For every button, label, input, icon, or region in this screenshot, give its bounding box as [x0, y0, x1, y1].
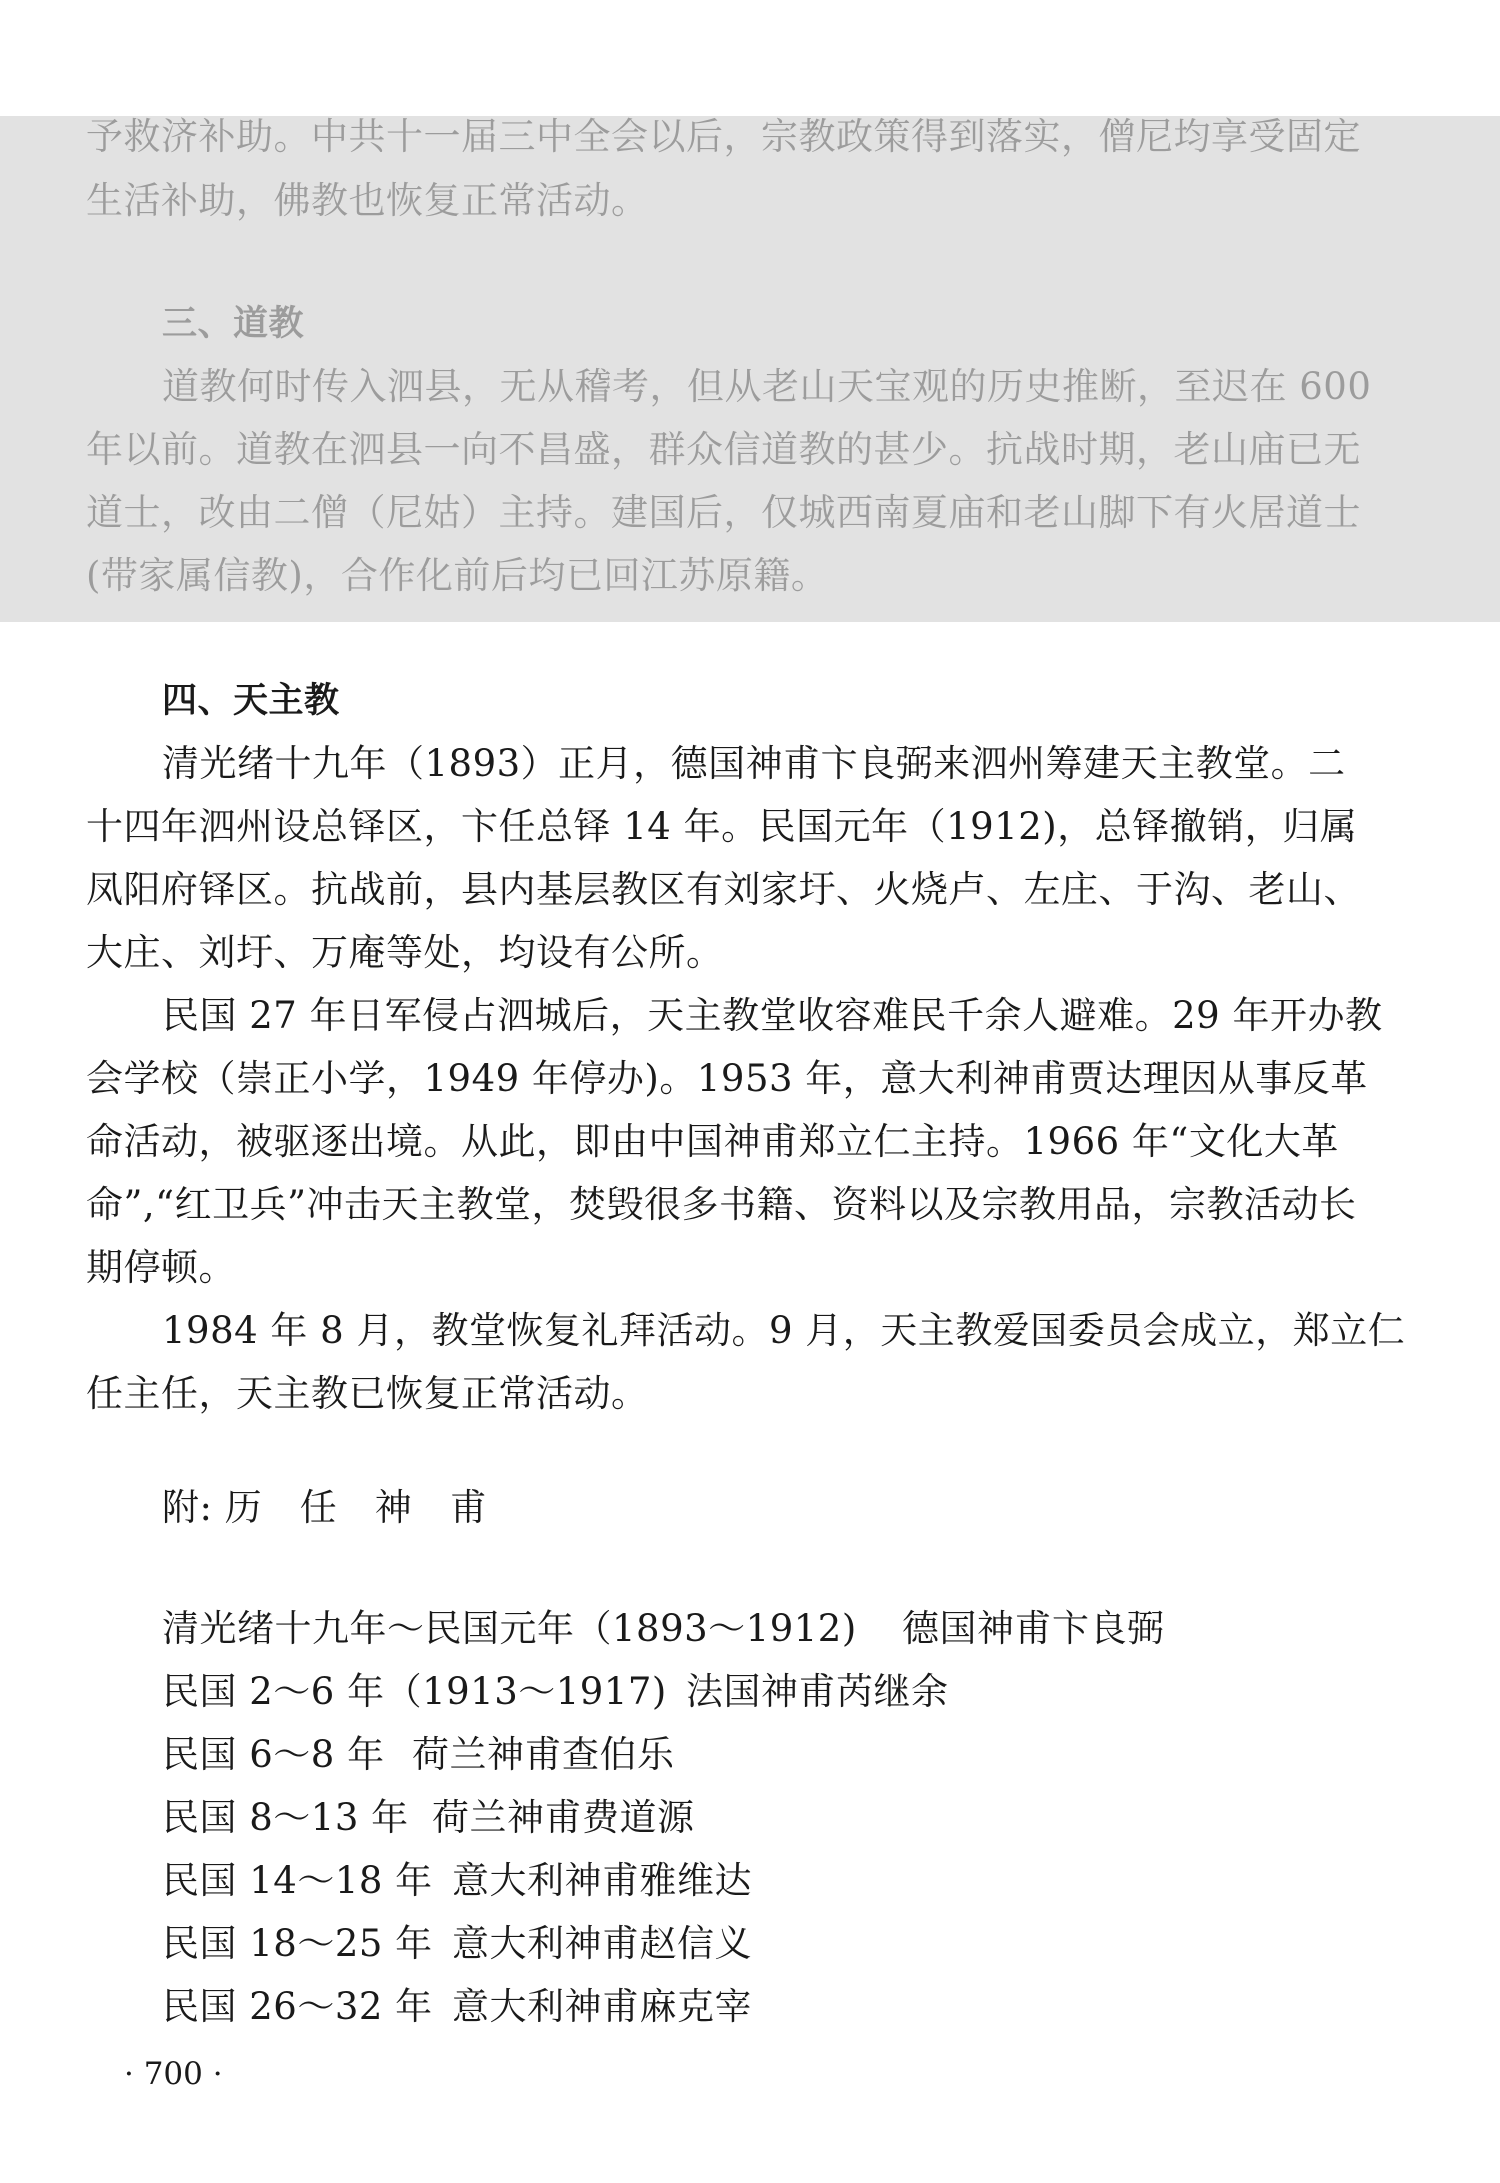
catholicism-text-line: 凤阳府铎区。抗战前，县内基层教区有刘家圩、火烧卢、左庄、于沟、老山、: [86, 868, 1361, 911]
priest-name: 意大利神甫麻克宰: [452, 1985, 752, 2028]
catholicism-text-line: 命活动，被驱逐出境。从此，即由中国神甫郑立仁主持。1966 年“文化大革: [86, 1120, 1339, 1163]
appendix-title: 附: 历 任 神 甫: [162, 1486, 488, 1529]
catholicism-text-line: 命”,“红卫兵”冲击天主教堂，焚毁很多书籍、资料以及宗教用品，宗教活动长: [86, 1183, 1357, 1226]
catholicism-heading: 四、天主教: [162, 681, 340, 721]
catholicism-text-line: 会学校（崇正小学，1949 年停办)。1953 年，意大利神甫贾达理因从事反革: [86, 1057, 1368, 1100]
taoism-text-line: (带家属信教)，合作化前后均已回江苏原籍。: [86, 554, 829, 597]
priest-period: 民国 2～6 年（1913～1917): [162, 1670, 667, 1713]
priest-name: 荷兰神甫查伯乐: [412, 1733, 675, 1776]
priest-name: 意大利神甫赵信义: [452, 1922, 752, 1965]
priest-name: 德国神甫卞良弼: [902, 1607, 1165, 1650]
priest-period: 民国 8～13 年: [162, 1796, 409, 1839]
catholicism-text-line: 清光绪十九年（1893）正月，德国神甫卞良弼来泗州筹建天主教堂。二: [162, 742, 1346, 785]
catholicism-text-line: 1984 年 8 月，教堂恢复礼拜活动。9 月，天主教爱国委员会成立，郑立仁: [162, 1309, 1406, 1352]
taoism-text-line: 年以前。道教在泗县一向不昌盛，群众信道教的甚少。抗战时期，老山庙已无: [86, 428, 1361, 471]
catholicism-text-line: 十四年泗州设总铎区，卞任总铎 14 年。民国元年（1912)，总铎撤销，归属: [86, 805, 1358, 848]
page-number: · 700 ·: [124, 2056, 223, 2092]
buddhism-text-line: 予救济补助。中共十一届三中全会以后，宗教政策得到落实，僧尼均享受固定: [86, 115, 1361, 158]
catholicism-text-line: 大庄、刘圩、万庵等处，均设有公所。: [86, 931, 724, 974]
priest-period: 民国 6～8 年: [162, 1733, 385, 1776]
taoism-text-line: 道教何时传入泗县，无从稽考，但从老山天宝观的历史推断，至迟在 600: [162, 365, 1372, 408]
catholicism-text-line: 任主任，天主教已恢复正常活动。: [86, 1372, 649, 1415]
taoism-heading: 三、道教: [162, 304, 305, 344]
catholicism-text-line: 民国 27 年日军侵占泗城后，天主教堂收容难民千余人避难。29 年开办教: [162, 994, 1383, 1037]
priest-name: 法国神甫芮继余: [686, 1670, 949, 1713]
priest-period: 民国 14～18 年: [162, 1859, 433, 1902]
catholicism-text-line: 期停顿。: [86, 1246, 236, 1289]
priest-period: 清光绪十九年～民国元年（1893～1912): [162, 1607, 857, 1650]
priest-period: 民国 18～25 年: [162, 1922, 433, 1965]
buddhism-text-line: 生活补助，佛教也恢复正常活动。: [86, 179, 649, 222]
priest-name: 荷兰神甫费道源: [432, 1796, 695, 1839]
taoism-text-line: 道士，改由二僧（尼姑）主持。建国后，仅城西南夏庙和老山脚下有火居道士: [86, 491, 1361, 534]
priest-period: 民国 26～32 年: [162, 1985, 433, 2028]
priest-name: 意大利神甫雅维达: [452, 1859, 752, 1902]
